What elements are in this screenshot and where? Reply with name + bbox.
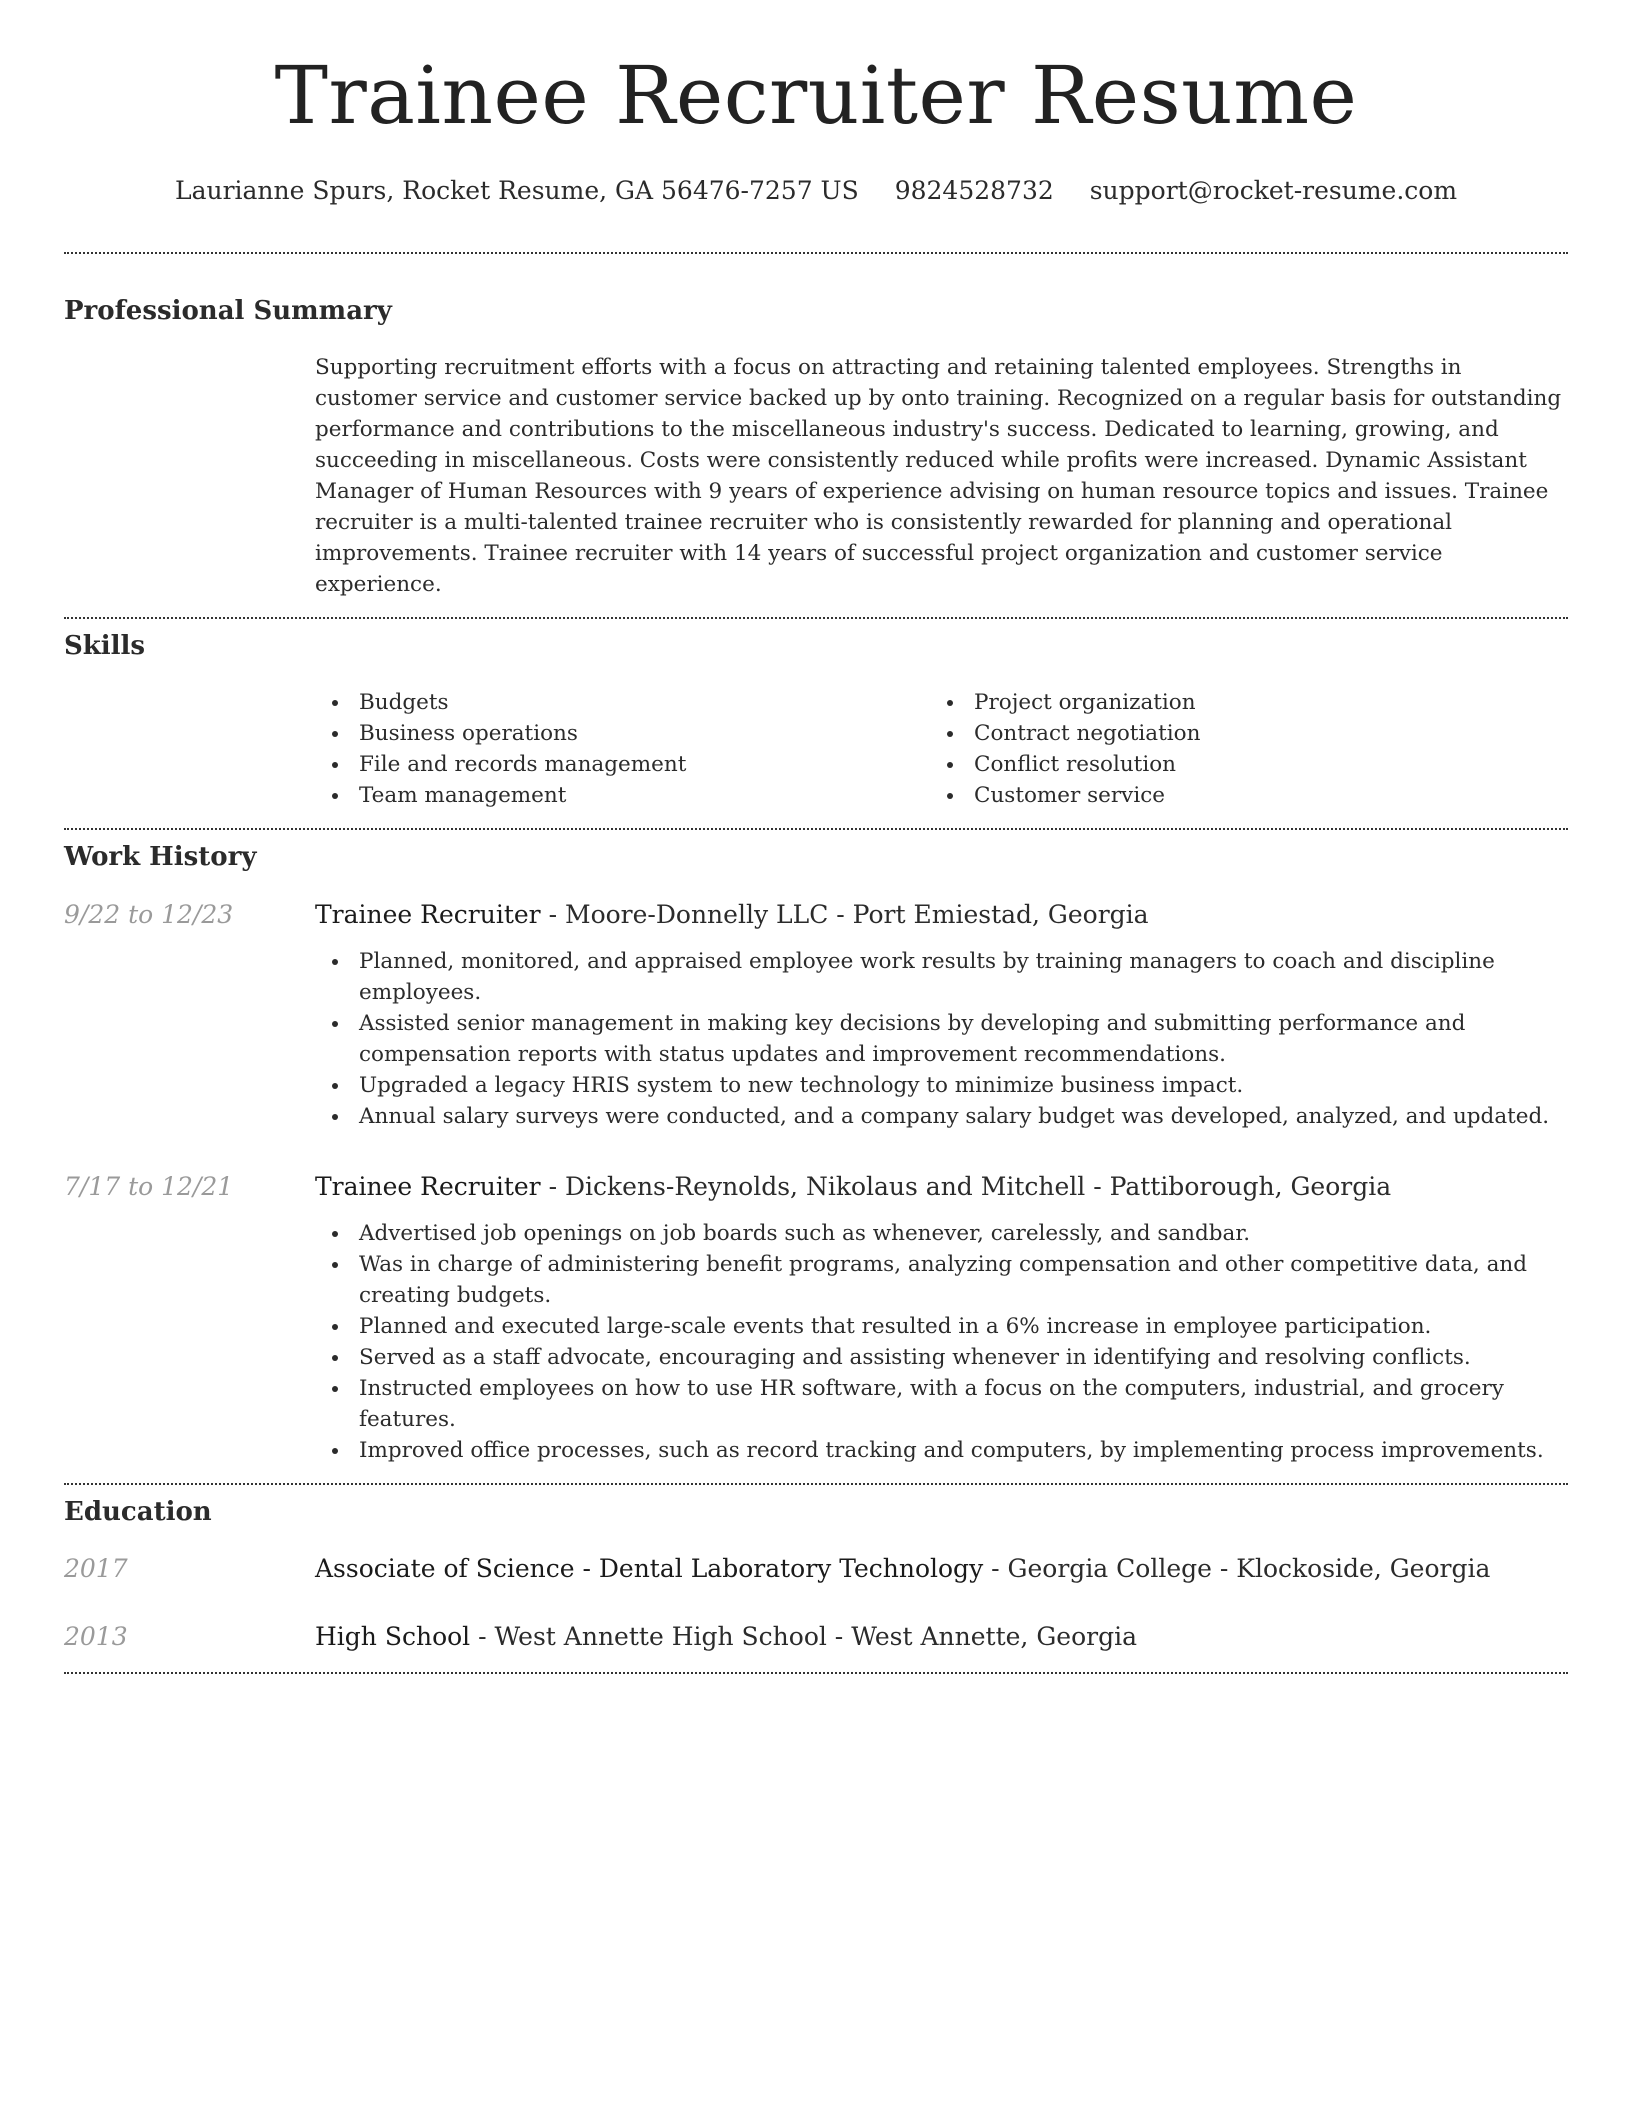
divider bbox=[64, 828, 1568, 830]
skills-heading: Skills bbox=[64, 631, 146, 662]
education-year: 2013 bbox=[64, 1621, 128, 1651]
job-bullet: Planned, monitored, and appraised employee work results by training managers to coach and discipline employees. bbox=[315, 946, 1568, 1008]
education-degree: Associate of Science - Dental Laboratory Technology bbox=[315, 1553, 984, 1583]
job-bullet: Annual salary surveys were conducted, and a company salary budget was developed, analyzed, and updated. bbox=[315, 1101, 1568, 1132]
divider bbox=[64, 252, 1568, 254]
education-school: - West Annette High School - West Annette, Georgia bbox=[470, 1621, 1137, 1651]
skill-item: Customer service bbox=[930, 780, 1545, 811]
job-title: Trainee Recruiter bbox=[315, 899, 541, 929]
skill-item: Contract negotiation bbox=[930, 718, 1545, 749]
work-heading: Work History bbox=[64, 842, 257, 873]
education-heading: Education bbox=[64, 1496, 212, 1527]
job-bullet: Advertised job openings on job boards such as whenever, carelessly, and sandbar. bbox=[315, 1218, 1568, 1249]
job-dates: 7/17 to 12/21 bbox=[64, 1171, 234, 1201]
job-entry bbox=[64, 898, 1568, 1132]
job-bullet: Was in charge of administering benefit programs, analyzing compensation and other competitive data, and creating budgets. bbox=[315, 1249, 1568, 1311]
skill-item: Project organization bbox=[930, 687, 1545, 718]
education-entry bbox=[64, 1552, 1568, 1586]
job-bullet: Planned and executed large-scale events that resulted in a 6% increase in employee participation. bbox=[315, 1311, 1568, 1342]
job-bullet: Assisted senior management in making key decisions by developing and submitting performance and compensation reports with status updates and improvement recommendations. bbox=[315, 1008, 1568, 1070]
job-entry bbox=[64, 1170, 1568, 1466]
job-bullet: Instructed employees on how to use HR software, with a focus on the computers, industrial, and grocery features. bbox=[315, 1373, 1568, 1435]
skill-item: Budgets bbox=[315, 687, 930, 718]
divider bbox=[64, 1483, 1568, 1485]
education-school: - Georgia College - Klockoside, Georgia bbox=[983, 1553, 1491, 1583]
education-line bbox=[315, 1620, 1568, 1654]
skill-item: File and records management bbox=[315, 749, 930, 780]
job-employer: - Moore-Donnelly LLC - Port Emiestad, Georgia bbox=[540, 899, 1149, 929]
education-section bbox=[64, 1497, 1568, 1654]
skill-item: Conflict resolution bbox=[930, 749, 1545, 780]
job-title-line bbox=[315, 1170, 1568, 1204]
job-employer: - Dickens-Reynolds, Nikolaus and Mitchell - Pattiborough, Georgia bbox=[540, 1171, 1392, 1201]
divider bbox=[64, 617, 1568, 619]
divider bbox=[64, 1672, 1568, 1674]
summary-text: Supporting recruitment efforts with a focus on attracting and retaining talented employees. Strengths in customer service and customer service backed up by onto training. Recognized on a regular basis for outstanding performance and contributions to the miscellaneous industry's success. Dedicated to learning, growing, and succeeding in miscellaneous. Costs were consistently reduced while profits were increased. Dynamic Assistant Manager of Human Resources with 9 years of experience advising on human resource topics and issues. Trainee recruiter is a multi-talented trainee recruiter who is consistently rewarded for planning and operational improvements. Trainee recruiter with 14 years of successful project organization and customer service experience. bbox=[315, 355, 1562, 598]
job-bullet: Served as a staff advocate, encouraging and assisting whenever in identifying and resolving conflicts. bbox=[315, 1342, 1568, 1373]
job-header bbox=[64, 898, 1568, 932]
resume-page bbox=[64, 0, 1568, 1674]
work-section bbox=[64, 842, 1568, 1465]
education-entry bbox=[64, 1620, 1568, 1654]
job-bullet: Upgraded a legacy HRIS system to new technology to minimize business impact. bbox=[315, 1070, 1568, 1101]
job-title-line bbox=[315, 898, 1568, 932]
job-title: Trainee Recruiter bbox=[315, 1171, 541, 1201]
education-degree: High School bbox=[315, 1621, 471, 1651]
contact-address: Laurianne Spurs, Rocket Resume, GA 56476-7257 US bbox=[174, 176, 859, 205]
job-dates: 9/22 to 12/23 bbox=[64, 899, 234, 929]
job-header bbox=[64, 1170, 1568, 1204]
summary-heading: Professional Summary bbox=[64, 296, 392, 326]
education-line bbox=[315, 1552, 1568, 1586]
contact-line bbox=[64, 176, 1568, 206]
skills-grid bbox=[315, 687, 1568, 811]
resume-title: Trainee Recruiter Resume bbox=[274, 49, 1358, 142]
skills-list-left bbox=[315, 687, 930, 811]
contact-phone: 9824528732 bbox=[894, 176, 1054, 205]
job-bullet: Improved office processes, such as record tracking and computers, by implementing process improvements. bbox=[315, 1435, 1568, 1466]
education-year: 2017 bbox=[64, 1553, 128, 1583]
job-bullets bbox=[315, 946, 1568, 1132]
skill-item: Business operations bbox=[315, 718, 930, 749]
skills-section bbox=[64, 631, 1568, 811]
skills-list-right bbox=[930, 687, 1545, 811]
skill-item: Team management bbox=[315, 780, 930, 811]
contact-email: support@rocket-resume.com bbox=[1089, 176, 1458, 205]
job-bullets bbox=[315, 1218, 1568, 1466]
summary-section bbox=[64, 296, 1568, 600]
